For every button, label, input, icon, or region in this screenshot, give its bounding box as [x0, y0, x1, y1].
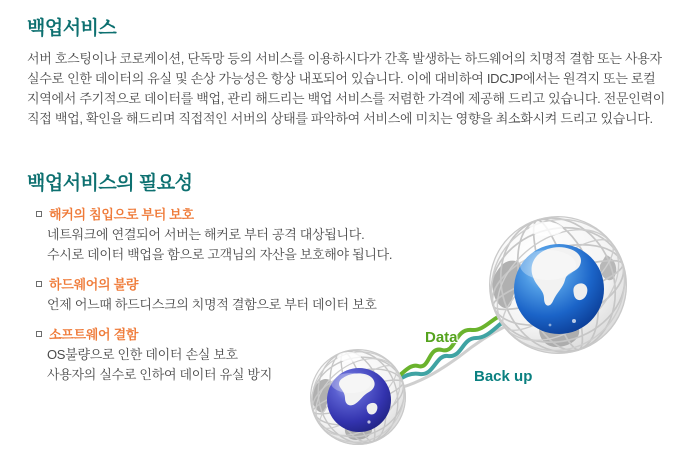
- square-bullet-icon: [36, 281, 42, 287]
- necessity-item-hacker-line: 수시로 데이터 백업을 함으로 고객님의 자산을 보호해야 됩니다.: [47, 247, 393, 262]
- intro-paragraph-line: 실수로 인한 데이터의 유실 및 손상 가능성은 항상 내포되어 있습니다. 이에 대비하여 IDCJP에서는 원격지 또는 로컬: [27, 71, 656, 86]
- necessity-item-software-heading: [36, 326, 138, 344]
- top-highlight: [337, 352, 361, 362]
- necessity-item-hardware-heading-label: 하드웨어의 불량: [49, 277, 139, 292]
- necessity-item-software-line: OS불량으로 인한 데이터 손실 보호: [47, 347, 238, 362]
- necessity-item-hardware-heading: [36, 276, 138, 294]
- necessity-item-software-line: 사용자의 실수로 인하여 데이터 유실 방지: [47, 367, 272, 382]
- intro-paragraph: [27, 49, 667, 129]
- gloss-highlight: [331, 373, 371, 393]
- backup-cable-label: Back up: [474, 368, 533, 385]
- small-globe-illustration: [307, 346, 409, 448]
- necessity-item-hacker-heading-label: 해커의 침입으로 부터 보호: [49, 207, 194, 222]
- square-bullet-icon: [36, 211, 42, 217]
- sparkle: [572, 319, 576, 323]
- necessity-item-hacker-line: 네트워크에 연결되어 서버는 해커로 부터 공격 대상됩니다.: [47, 227, 365, 242]
- intro-paragraph-line: 지역에서 주기적으로 데이터를 백업, 관리 해드리는 백업 서비스를 저렴한 가격에 제공해 드리고 있습니다. 전문인력이: [27, 91, 666, 106]
- page-title: 백업서비스: [27, 18, 117, 39]
- sparkle: [549, 324, 552, 327]
- necessity-item-hardware-line: 언제 어느때 하드디스크의 치명적 결함으로 부터 데이터 보호: [47, 297, 377, 312]
- necessity-item-hacker-heading: [36, 206, 194, 224]
- square-bullet-icon: [36, 331, 42, 337]
- large-globe-illustration: [486, 213, 631, 358]
- top-highlight: [529, 222, 563, 236]
- section-title-necessity: 백업서비스의 필요성: [27, 173, 193, 194]
- sparkle: [367, 420, 370, 423]
- data-cable-label: Data: [425, 329, 458, 346]
- intro-paragraph-line: 직접 백업, 확인을 해드리며 직접적인 서버의 상태를 파악하여 서비스에 미치는 영향을 최소화시켜 드리고 있습니다.: [27, 111, 653, 126]
- intro-paragraph-line: 서버 호스팅이나 코로케이션, 단독망 등의 서비스를 이용하시다가 간혹 발생하는 하드웨어의 치명적 결함 또는 사용자: [27, 51, 662, 66]
- necessity-item-software-heading-label: 소프트웨어 결함: [49, 327, 139, 342]
- gloss-highlight: [520, 250, 576, 280]
